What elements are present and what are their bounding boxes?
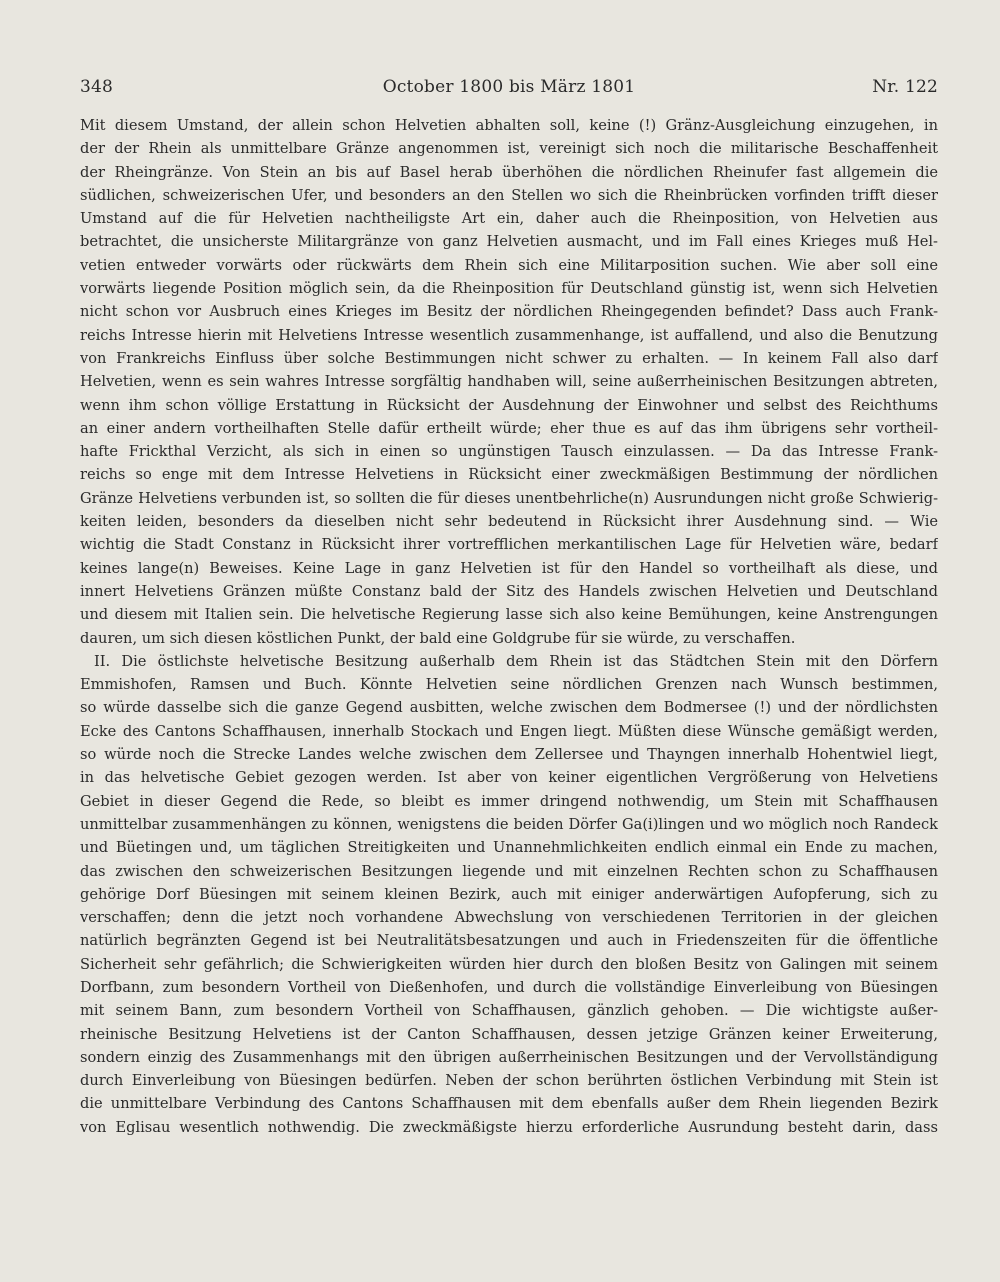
text-line: Ecke des Cantons Schaffhausen, innerhalb Stockach und Engen liegt. Müßten diese Wünsche gemäßigt werden, — [80, 722, 938, 740]
text-line: Dorfbann, zum besondern Vortheil von Dießenhofen, und durch die vollständige Einverleibung von Büesingen — [80, 978, 938, 996]
text-line: hafte Frickthal Verzicht, als sich in einen so ungünstigen Tausch einzulassen. — Da das Intresse Frank- — [80, 443, 938, 461]
text-line: nicht schon vor Ausbruch eines Krieges im Besitz der nördlichen Rheingegenden befindet? Dass auch Frank- — [80, 303, 938, 321]
text-line: südlichen, schweizerischen Ufer, und besonders an den Stellen wo sich die Rheinbrücken vorfinden trifft dieser — [80, 186, 938, 204]
text-line: der Rheingränze. Von Stein an bis auf Basel herab überhöhen die nördlichen Rheinufer fast allgemein die — [80, 163, 938, 181]
text-line: von Frankreichs Einfluss über solche Bestimmungen nicht schwer zu erhalten. — In keinem Fall also darf — [80, 349, 938, 367]
text-line: der der Rhein als unmittelbare Gränze angenommen ist, vereinigt sich noch die militarische Beschaffenheit — [80, 140, 938, 158]
text-line: mit seinem Bann, zum besondern Vortheil von Schaffhausen, gänzlich gehoben. — Die wichtigste außer- — [80, 1002, 938, 1020]
text-line: wenn ihm schon völlige Erstattung in Rücksicht der Ausdehnung der Einwohner und selbst des Reichthums — [80, 396, 938, 414]
running-header — [80, 74, 938, 100]
text-line: Helvetien, wenn es sein wahres Intresse sorgfältig handhaben will, seine außerrheinischen Besitzungen abtreten, — [80, 373, 938, 391]
text-line: natürlich begränzten Gegend ist bei Neutralitätsbesatzungen und auch in Friedenszeiten für die öffentliche — [80, 932, 938, 950]
text-line: Sicherheit sehr gefährlich; die Schwierigkeiten würden hier durch den bloßen Besitz von Galingen mit seinem — [80, 955, 938, 973]
entry-number: Nr. 122 — [872, 77, 938, 97]
text-line: durch Einverleibung von Büesingen bedürfen. Neben der schon berührten östlichen Verbindung mit Stein ist — [80, 1072, 938, 1090]
text-line: wichtig die Stadt Constanz in Rücksicht ihrer vortrefflichen merkantilischen Lage für Helvetien wäre, bedarf — [80, 536, 938, 554]
body-text — [80, 114, 938, 1139]
text-line: Emmishofen, Ramsen und Buch. Könnte Helvetien seine nördlichen Grenzen nach Wunsch bestimmen, — [80, 676, 938, 694]
text-line: verschaffen; denn die jetzt noch vorhandene Abwechslung von verschiedenen Territorien in der gleichen — [80, 909, 938, 927]
text-line: reichs Intresse hierin mit Helvetiens Intresse wesentlich zusammenhange, ist auffallend, und also die Benutzung — [80, 326, 938, 344]
running-title: October 1800 bis März 1801 — [382, 77, 636, 97]
text-line: Umstand auf die für Helvetien nachtheiligste Art ein, daher auch die Rheinposition, von Helvetien aus — [80, 210, 938, 228]
paragraph-end-line: dauren, um sich diesen köstlichen Punkt, der bald eine Goldgrube für sie würde, zu verschaffen. — [80, 629, 796, 647]
text-line: an einer andern vortheilhaften Stelle dafür ertheilt würde; eher thue es auf das ihm übrigens sehr vortheil- — [80, 419, 938, 437]
text-line: keines lange(n) Beweises. Keine Lage in ganz Helvetien ist für den Handel so vortheilhaft als diese, und — [80, 559, 938, 577]
text-line: von Eglisau wesentlich nothwendig. Die zweckmäßigste hierzu erforderliche Ausrundung besteht darin, dass — [80, 1118, 938, 1136]
text-line: gehörige Dorf Büesingen mit seinem kleinen Bezirk, auch mit einiger anderwärtigen Aufopferung, sich zu — [80, 885, 938, 903]
text-line: keiten leiden, besonders da dieselben nicht sehr bedeutend in Rücksicht ihrer Ausdehnung sind. — Wie — [80, 513, 938, 531]
text-line: die unmittelbare Verbindung des Cantons Schaffhausen mit dem ebenfalls außer dem Rhein liegenden Bezirk — [80, 1095, 938, 1113]
section-start-line: II. Die östlichste helvetische Besitzung außerhalb dem Rhein ist das Städtchen Stein mit den Dörfern — [94, 652, 938, 670]
text-line: und diesem mit Italien sein. Die helvetische Regierung lasse sich also keine Bemühungen, keine Anstrengungen — [80, 606, 938, 624]
text-line: innert Helvetiens Gränzen müßte Constanz bald der Sitz des Handels zwischen Helvetien und Deutschland — [80, 582, 938, 600]
text-line: vetien entweder vorwärts oder rückwärts dem Rhein sich eine Militarposition suchen. Wie aber soll eine — [80, 256, 938, 274]
text-line: Mit diesem Umstand, der allein schon Helvetien abhalten soll, keine (!) Gränz-Ausgleichung einzugehen, in — [80, 117, 938, 134]
page-number: 348 — [80, 77, 114, 97]
text-line: vorwärts liegende Position möglich sein, da die Rheinposition für Deutschland günstig ist, wenn sich Helvetien — [80, 280, 938, 298]
text-line: so würde dasselbe sich die ganze Gegend ausbitten, welche zwischen dem Bodmersee (!) und der nördlichsten — [80, 699, 938, 717]
text-line: Gränze Helvetiens verbunden ist, so sollten die für dieses unentbehrliche(n) Ausrundungen nicht große Schwierig- — [80, 489, 938, 507]
text-line: so würde noch die Strecke Landes welche zwischen dem Zellersee und Thayngen innerhalb Hohentwiel liegt, — [80, 746, 938, 764]
text-line: reichs so enge mit dem Intresse Helvetiens in Rücksicht einer zweckmäßigen Bestimmung der nördlichen — [80, 466, 938, 484]
text-line: Gebiet in dieser Gegend die Rede, so bleibt es immer dringend nothwendig, um Stein mit Schaffhausen — [80, 792, 938, 810]
text-line: in das helvetische Gebiet gezogen werden. Ist aber von keiner eigentlichen Vergrößerung von Helvetiens — [80, 769, 938, 787]
text-line: das zwischen den schweizerischen Besitzungen liegende und mit einzelnen Rechten schon zu Schaffhausen — [80, 862, 938, 880]
text-line: sondern einzig des Zusammenhangs mit den übrigen außerrheinischen Besitzungen und der Vervollständigung — [80, 1048, 938, 1066]
text-line: unmittelbar zusammenhängen zu können, wenigstens die beiden Dörfer Ga(i)lingen und wo möglich noch Randeck — [80, 815, 938, 833]
text-line: rheinische Besitzung Helvetiens ist der Canton Schaffhausen, dessen jetzige Gränzen keiner Erweiterung, — [80, 1025, 938, 1043]
text-line: betrachtet, die unsicherste Militargränze von ganz Helvetien ausmacht, und im Fall eines Krieges muß Hel- — [80, 233, 938, 251]
text-line: und Büetingen und, um täglichen Streitigkeiten und Unannehmlichkeiten endlich einmal ein Ende zu machen, — [80, 839, 938, 857]
